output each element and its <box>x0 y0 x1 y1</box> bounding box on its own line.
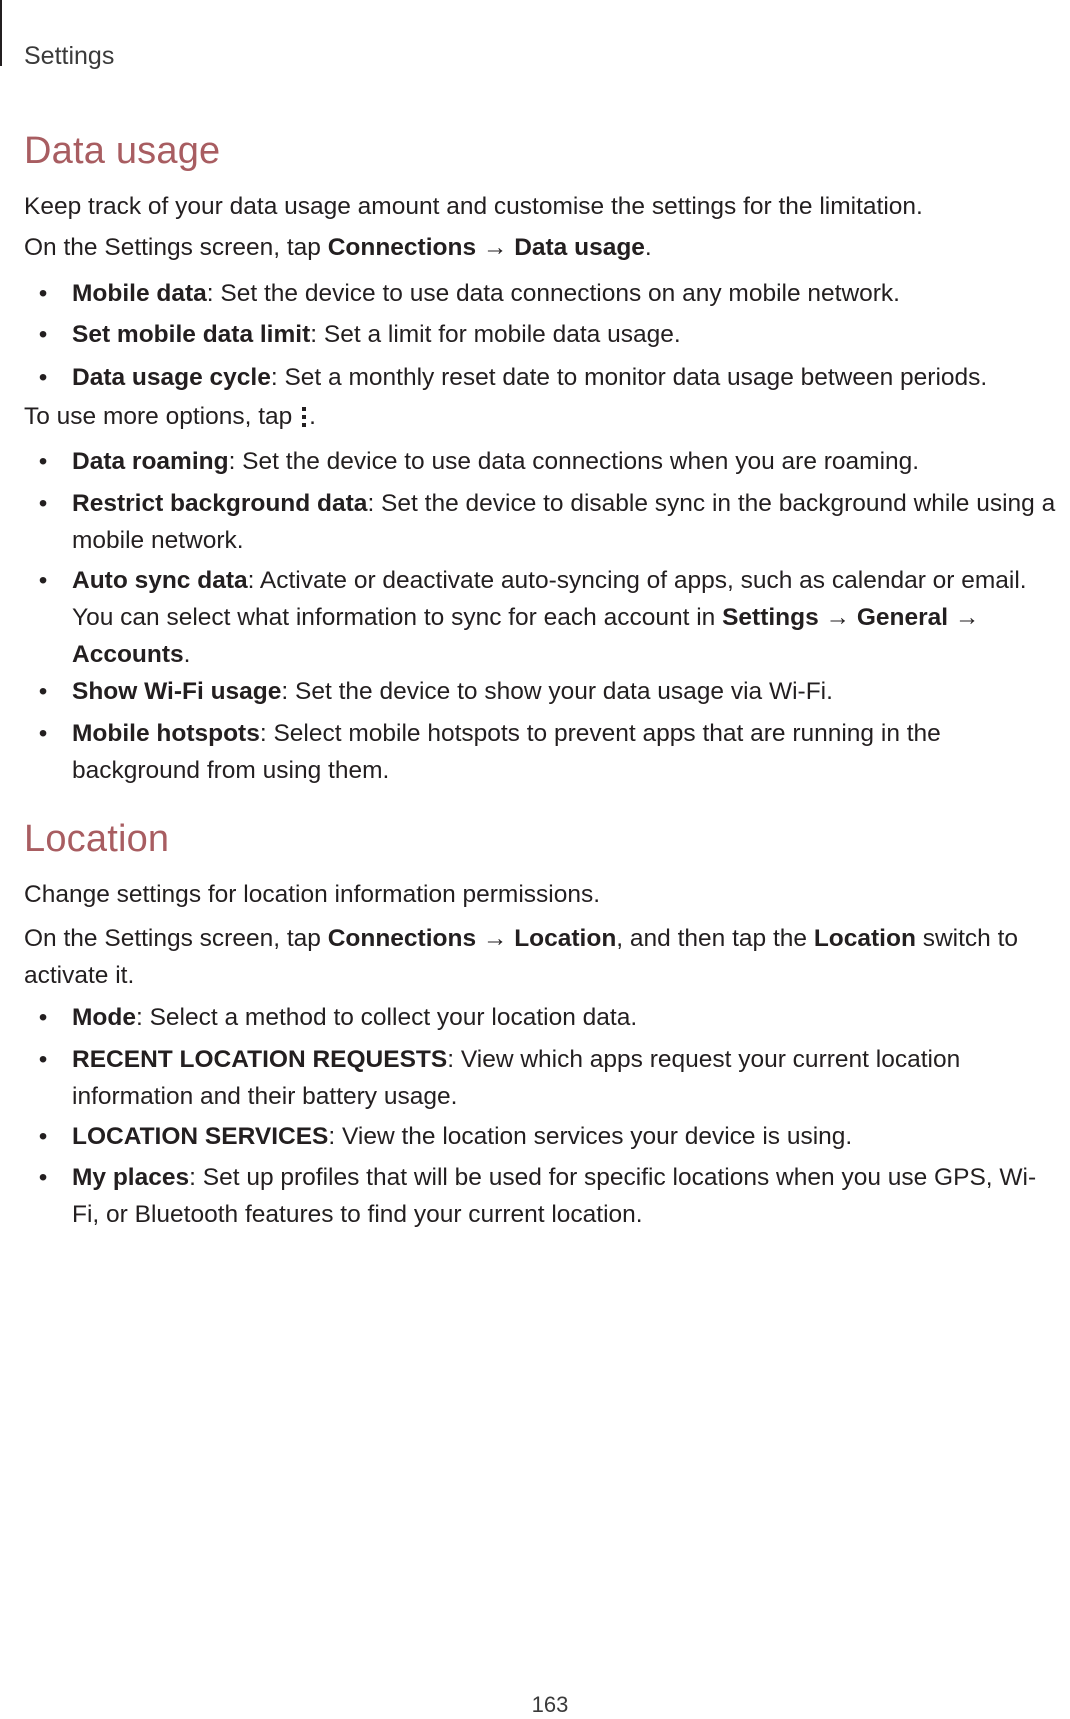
bullet: • <box>38 448 48 475</box>
location-intro: Change settings for location information permissions. <box>24 881 601 908</box>
item-term: Mobile hotspots <box>72 720 260 747</box>
list-item <box>38 715 1062 789</box>
list-item <box>38 443 1062 480</box>
item-desc: : Set the device to disable sync in the background while using a mobile network. <box>72 490 1056 554</box>
nav-arrow: → <box>476 234 515 261</box>
item-desc: : Set the device to use data connections when you are roaming. <box>228 448 920 475</box>
location-nav-path <box>24 920 1054 994</box>
nav-connections: Connections <box>327 234 477 261</box>
item-term: Data usage cycle <box>72 364 271 391</box>
list-item <box>38 673 1062 710</box>
list-item <box>38 1159 1062 1233</box>
bullet: • <box>38 720 48 747</box>
section-title-location: Location <box>24 818 170 860</box>
item-term: Mode <box>72 1004 136 1031</box>
item-desc: : Set the device to show your data usage via Wi-Fi. <box>281 678 833 705</box>
bullet: • <box>38 1123 48 1150</box>
item-desc: : Select a method to collect your location data. <box>135 1004 638 1031</box>
item-desc: : Set up profiles that will be used for specific locations when you use GPS, Wi-Fi, or Bluetooth features to find your current location. <box>72 1164 1037 1228</box>
path-arrow: → <box>818 604 857 631</box>
section-title-data-usage: Data usage <box>24 130 221 172</box>
item-term: Data roaming <box>72 448 229 475</box>
item-term: Set mobile data limit <box>72 321 311 348</box>
list-item <box>38 485 1062 559</box>
data-usage-nav-path <box>24 229 1054 266</box>
path-accounts: Accounts <box>72 641 184 668</box>
item-desc: : Set the device to use data connections on any mobile network. <box>206 280 900 307</box>
nav-end: switch to activate it. <box>24 925 1019 989</box>
item-term: My places <box>72 1164 190 1191</box>
item-end: . <box>183 641 191 668</box>
data-usage-intro: Keep track of your data usage amount and customise the settings for the limitation. <box>24 193 923 220</box>
bullet: • <box>38 678 48 705</box>
list-item <box>38 359 1062 396</box>
nav-end: . <box>644 234 652 261</box>
list-item <box>38 1118 1062 1155</box>
item-term: RECENT LOCATION REQUESTS <box>72 1046 448 1073</box>
nav-location: Location <box>514 925 617 952</box>
item-desc: : View the location services your device is using. <box>328 1123 853 1150</box>
list-item <box>38 999 1062 1036</box>
nav-location-switch: Location <box>813 925 916 952</box>
item-desc: : Select mobile hotspots to prevent apps that are running in the background from using them. <box>72 720 941 784</box>
bullet: • <box>38 321 48 348</box>
nav-mid: , and then tap the <box>616 925 814 952</box>
path-settings: Settings <box>722 604 819 631</box>
nav-prefix: On the Settings screen, tap <box>24 234 328 261</box>
item-term: LOCATION SERVICES <box>72 1123 329 1150</box>
bullet: • <box>38 364 48 391</box>
list-item <box>38 316 1062 353</box>
header-rule <box>0 0 2 66</box>
item-desc: : Set a monthly reset date to monitor data usage between periods. <box>270 364 988 391</box>
page-number: 163 <box>531 1692 569 1717</box>
item-term: Show Wi-Fi usage <box>72 678 282 705</box>
nav-prefix: On the Settings screen, tap <box>24 925 328 952</box>
bullet: • <box>38 1164 48 1191</box>
item-term: Mobile data <box>72 280 207 307</box>
list-item <box>38 562 1062 673</box>
path-general: General <box>856 604 949 631</box>
path-arrow: → <box>948 604 980 631</box>
item-desc: : Activate or deactivate auto-syncing of apps, such as calendar or email. You can select what information to sync for each account in <box>72 567 1027 631</box>
bullet: • <box>38 1046 48 1073</box>
more-end: . <box>309 403 316 430</box>
running-header: Settings <box>24 42 115 70</box>
list-item <box>38 1041 1062 1115</box>
bullet: • <box>38 280 48 307</box>
more-prefix: To use more options, tap <box>24 403 300 430</box>
item-term: Restrict background data <box>72 490 368 517</box>
nav-arrow: → <box>476 925 515 952</box>
nav-data-usage: Data usage <box>514 234 645 261</box>
more-options-line <box>24 398 1054 435</box>
bullet: • <box>38 1004 48 1031</box>
item-desc: : Set a limit for mobile data usage. <box>310 321 681 348</box>
bullet: • <box>38 567 48 594</box>
list-item <box>38 275 1062 312</box>
bullet: • <box>38 490 48 517</box>
more-options-icon <box>301 406 307 428</box>
nav-connections: Connections <box>327 925 477 952</box>
item-desc: : View which apps request your current location information and their battery usage. <box>72 1046 961 1110</box>
item-term: Auto sync data <box>72 567 248 594</box>
